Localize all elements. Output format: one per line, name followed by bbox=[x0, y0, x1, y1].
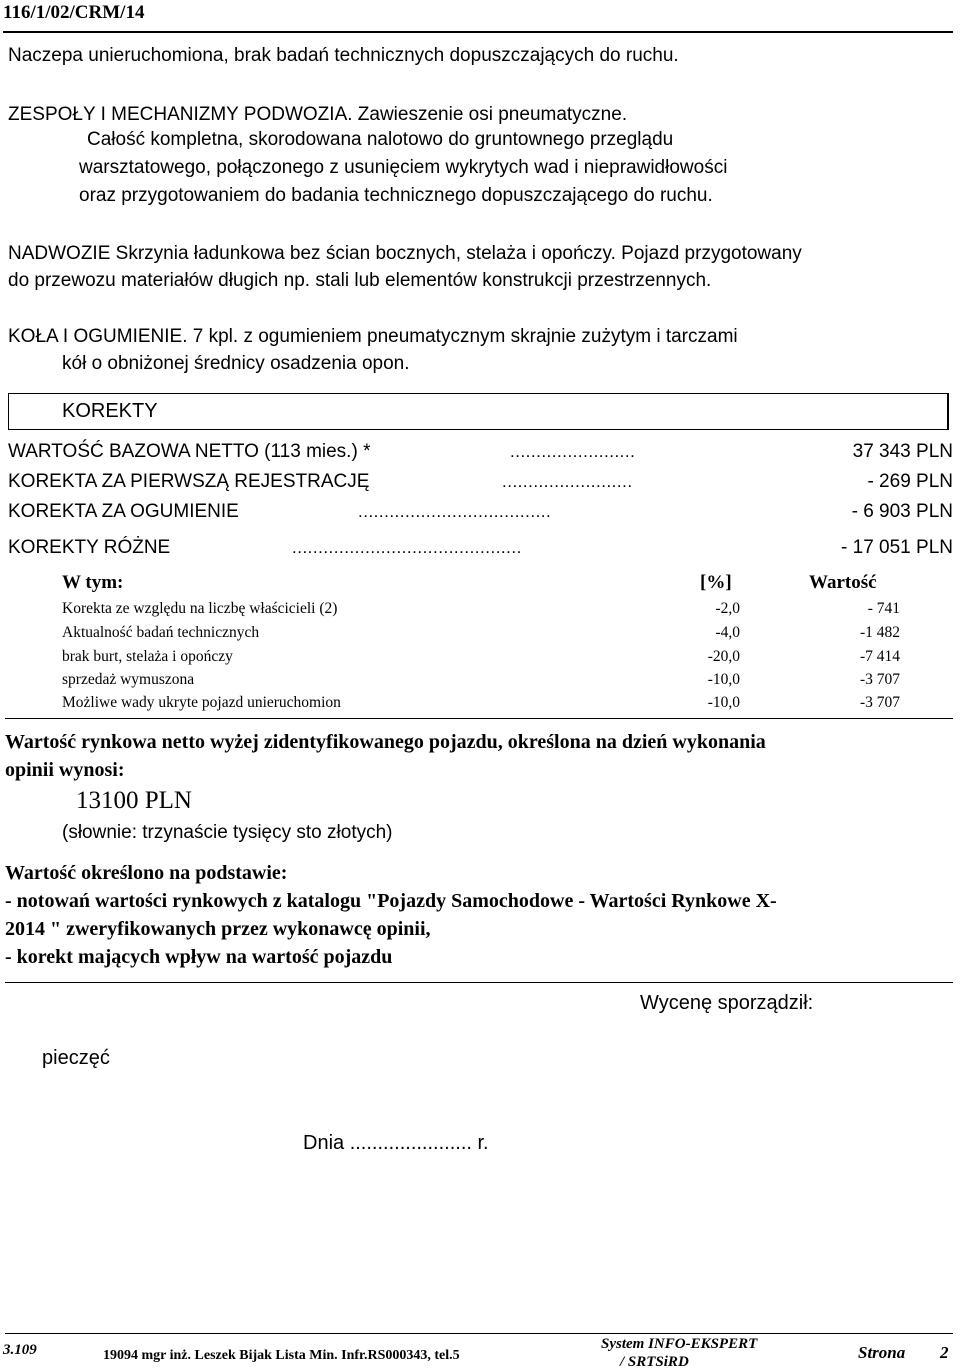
breakdown-row-value: - 741 bbox=[867, 600, 900, 617]
breakdown-head-pct: [%] bbox=[700, 572, 732, 593]
document-id: 116/1/02/CRM/14 bbox=[3, 2, 145, 23]
korekty-row-label: WARTOŚĆ BAZOWA NETTO (113 mies.) * bbox=[8, 441, 371, 462]
breakdown-row-label: Korekta ze względu na liczbę właścicieli (2) bbox=[62, 600, 338, 617]
korekty-row-dots: ............................................ bbox=[292, 538, 522, 557]
suspension-line: warsztatowego, połączonego z usunięciem wykrytych wad i nieprawidłowości bbox=[79, 157, 728, 178]
breakdown-row-label: sprzedaż wymuszona bbox=[62, 671, 195, 688]
korekty-row-dots: ..................................... bbox=[358, 502, 552, 521]
breakdown-row-label: brak burt, stelaża i opończy bbox=[62, 648, 233, 665]
body-description-line: NADWOZIE Skrzynia ładunkowa bez ścian bocznych, stelaża i opończy. Pojazd przygotowany bbox=[8, 243, 802, 264]
breakdown-head-label: W tym: bbox=[62, 572, 124, 593]
footer-author: 19094 mgr inż. Leszek Bijak Lista Min. Infr.RS000343, tel.5 bbox=[103, 1348, 460, 1363]
breakdown-row-label: Możliwe wady ukryte pojazd unieruchomion bbox=[62, 694, 341, 711]
basis-title: Wartość określono na podstawie: bbox=[5, 862, 288, 884]
valuation-statement: Wartość rynkowa netto wyżej zidentyfikowanego pojazdu, określona na dzień wykonania bbox=[5, 731, 766, 753]
breakdown-row-pct: -10,0 bbox=[707, 694, 740, 711]
footer-version: 3.109 bbox=[3, 1342, 37, 1358]
suspension-title: ZESPOŁY I MECHANIZMY PODWOZIA. Zawieszenie osi pneumatyczne. bbox=[8, 104, 628, 125]
korekty-row-label: KOREKTA ZA PIERWSZĄ REJESTRACJĘ bbox=[8, 471, 370, 492]
valuation-statement-cont: opinii wynosi: bbox=[5, 759, 125, 781]
signature-divider bbox=[5, 982, 953, 983]
breakdown-row-value: -3 707 bbox=[859, 671, 900, 688]
suspension-line: oraz przygotowaniem do badania technicznego dopuszczającego do ruchu. bbox=[79, 185, 713, 206]
breakdown-row-value: -7 414 bbox=[859, 648, 900, 665]
breakdown-row-pct: -2,0 bbox=[715, 600, 740, 617]
footer-page-number: 2 bbox=[940, 1343, 949, 1362]
breakdown-row-pct: -10,0 bbox=[707, 671, 740, 688]
basis-line: 2014 " zweryfikowanych przez wykonawcę opinii, bbox=[5, 918, 431, 940]
korekty-heading: KOREKTY bbox=[62, 400, 158, 422]
korekty-row-label: KOREKTA ZA OGUMIENIE bbox=[8, 501, 239, 522]
breakdown-row-value: -3 707 bbox=[859, 694, 900, 711]
breakdown-row-value: -1 482 bbox=[859, 624, 900, 641]
basis-line: - notowań wartości rynkowych z katalogu "Pojazdy Samochodowe - Wartości Rynkowe X- bbox=[5, 890, 777, 912]
suspension-line: Całość kompletna, skorodowana nalotowo do gruntownego przeglądu bbox=[87, 129, 674, 150]
basis-line: - korekt mających wpływ na wartość pojazdu bbox=[5, 946, 393, 968]
footer-divider bbox=[5, 1333, 953, 1334]
valuation-amount: 13100 PLN bbox=[76, 787, 192, 814]
korekty-row-value: - 17 051 PLN bbox=[841, 537, 953, 558]
valuation-in-words: (słownie: trzynaście tysięcy sto złotych) bbox=[62, 822, 393, 843]
body-description-line: do przewozu materiałów długich np. stali lub elementów konstrukcji przestrzennych. bbox=[8, 270, 712, 291]
wheels-description-line: KOŁA I OGUMIENIE. 7 kpl. z ogumieniem pneumatycznym skrajnie zużytym i tarczami bbox=[8, 326, 738, 347]
korekty-row-value: - 269 PLN bbox=[867, 471, 953, 492]
korekty-row-value: 37 343 PLN bbox=[852, 441, 953, 462]
breakdown-head-value: Wartość bbox=[809, 572, 877, 593]
footer-system-sub: / SRTSiRD bbox=[620, 1354, 689, 1370]
korekty-row-value: - 6 903 PLN bbox=[851, 501, 953, 522]
date-line: Dnia ...................... r. bbox=[303, 1132, 489, 1154]
korekty-row-dots: ........................ bbox=[510, 442, 636, 461]
stamp-label: pieczęć bbox=[42, 1047, 110, 1069]
footer-page-label: Strona bbox=[858, 1343, 906, 1362]
prepared-by-label: Wycenę sporządził: bbox=[640, 992, 814, 1014]
header-divider bbox=[3, 31, 953, 33]
breakdown-divider bbox=[5, 718, 953, 719]
breakdown-row-label: Aktualność badań technicznych bbox=[62, 624, 260, 641]
wheels-description-line: kół o obniżonej średnicy osadzenia opon. bbox=[62, 353, 410, 374]
immobilized-note: Naczepa unieruchomiona, brak badań technicznych dopuszczających do ruchu. bbox=[8, 45, 679, 66]
breakdown-row-pct: -20,0 bbox=[707, 648, 740, 665]
breakdown-row-pct: -4,0 bbox=[715, 624, 740, 641]
korekty-row-dots: ......................... bbox=[502, 472, 633, 491]
korekty-row-label: KOREKTY RÓŻNE bbox=[8, 537, 171, 558]
footer-system: System INFO-EKSPERT bbox=[601, 1336, 758, 1352]
